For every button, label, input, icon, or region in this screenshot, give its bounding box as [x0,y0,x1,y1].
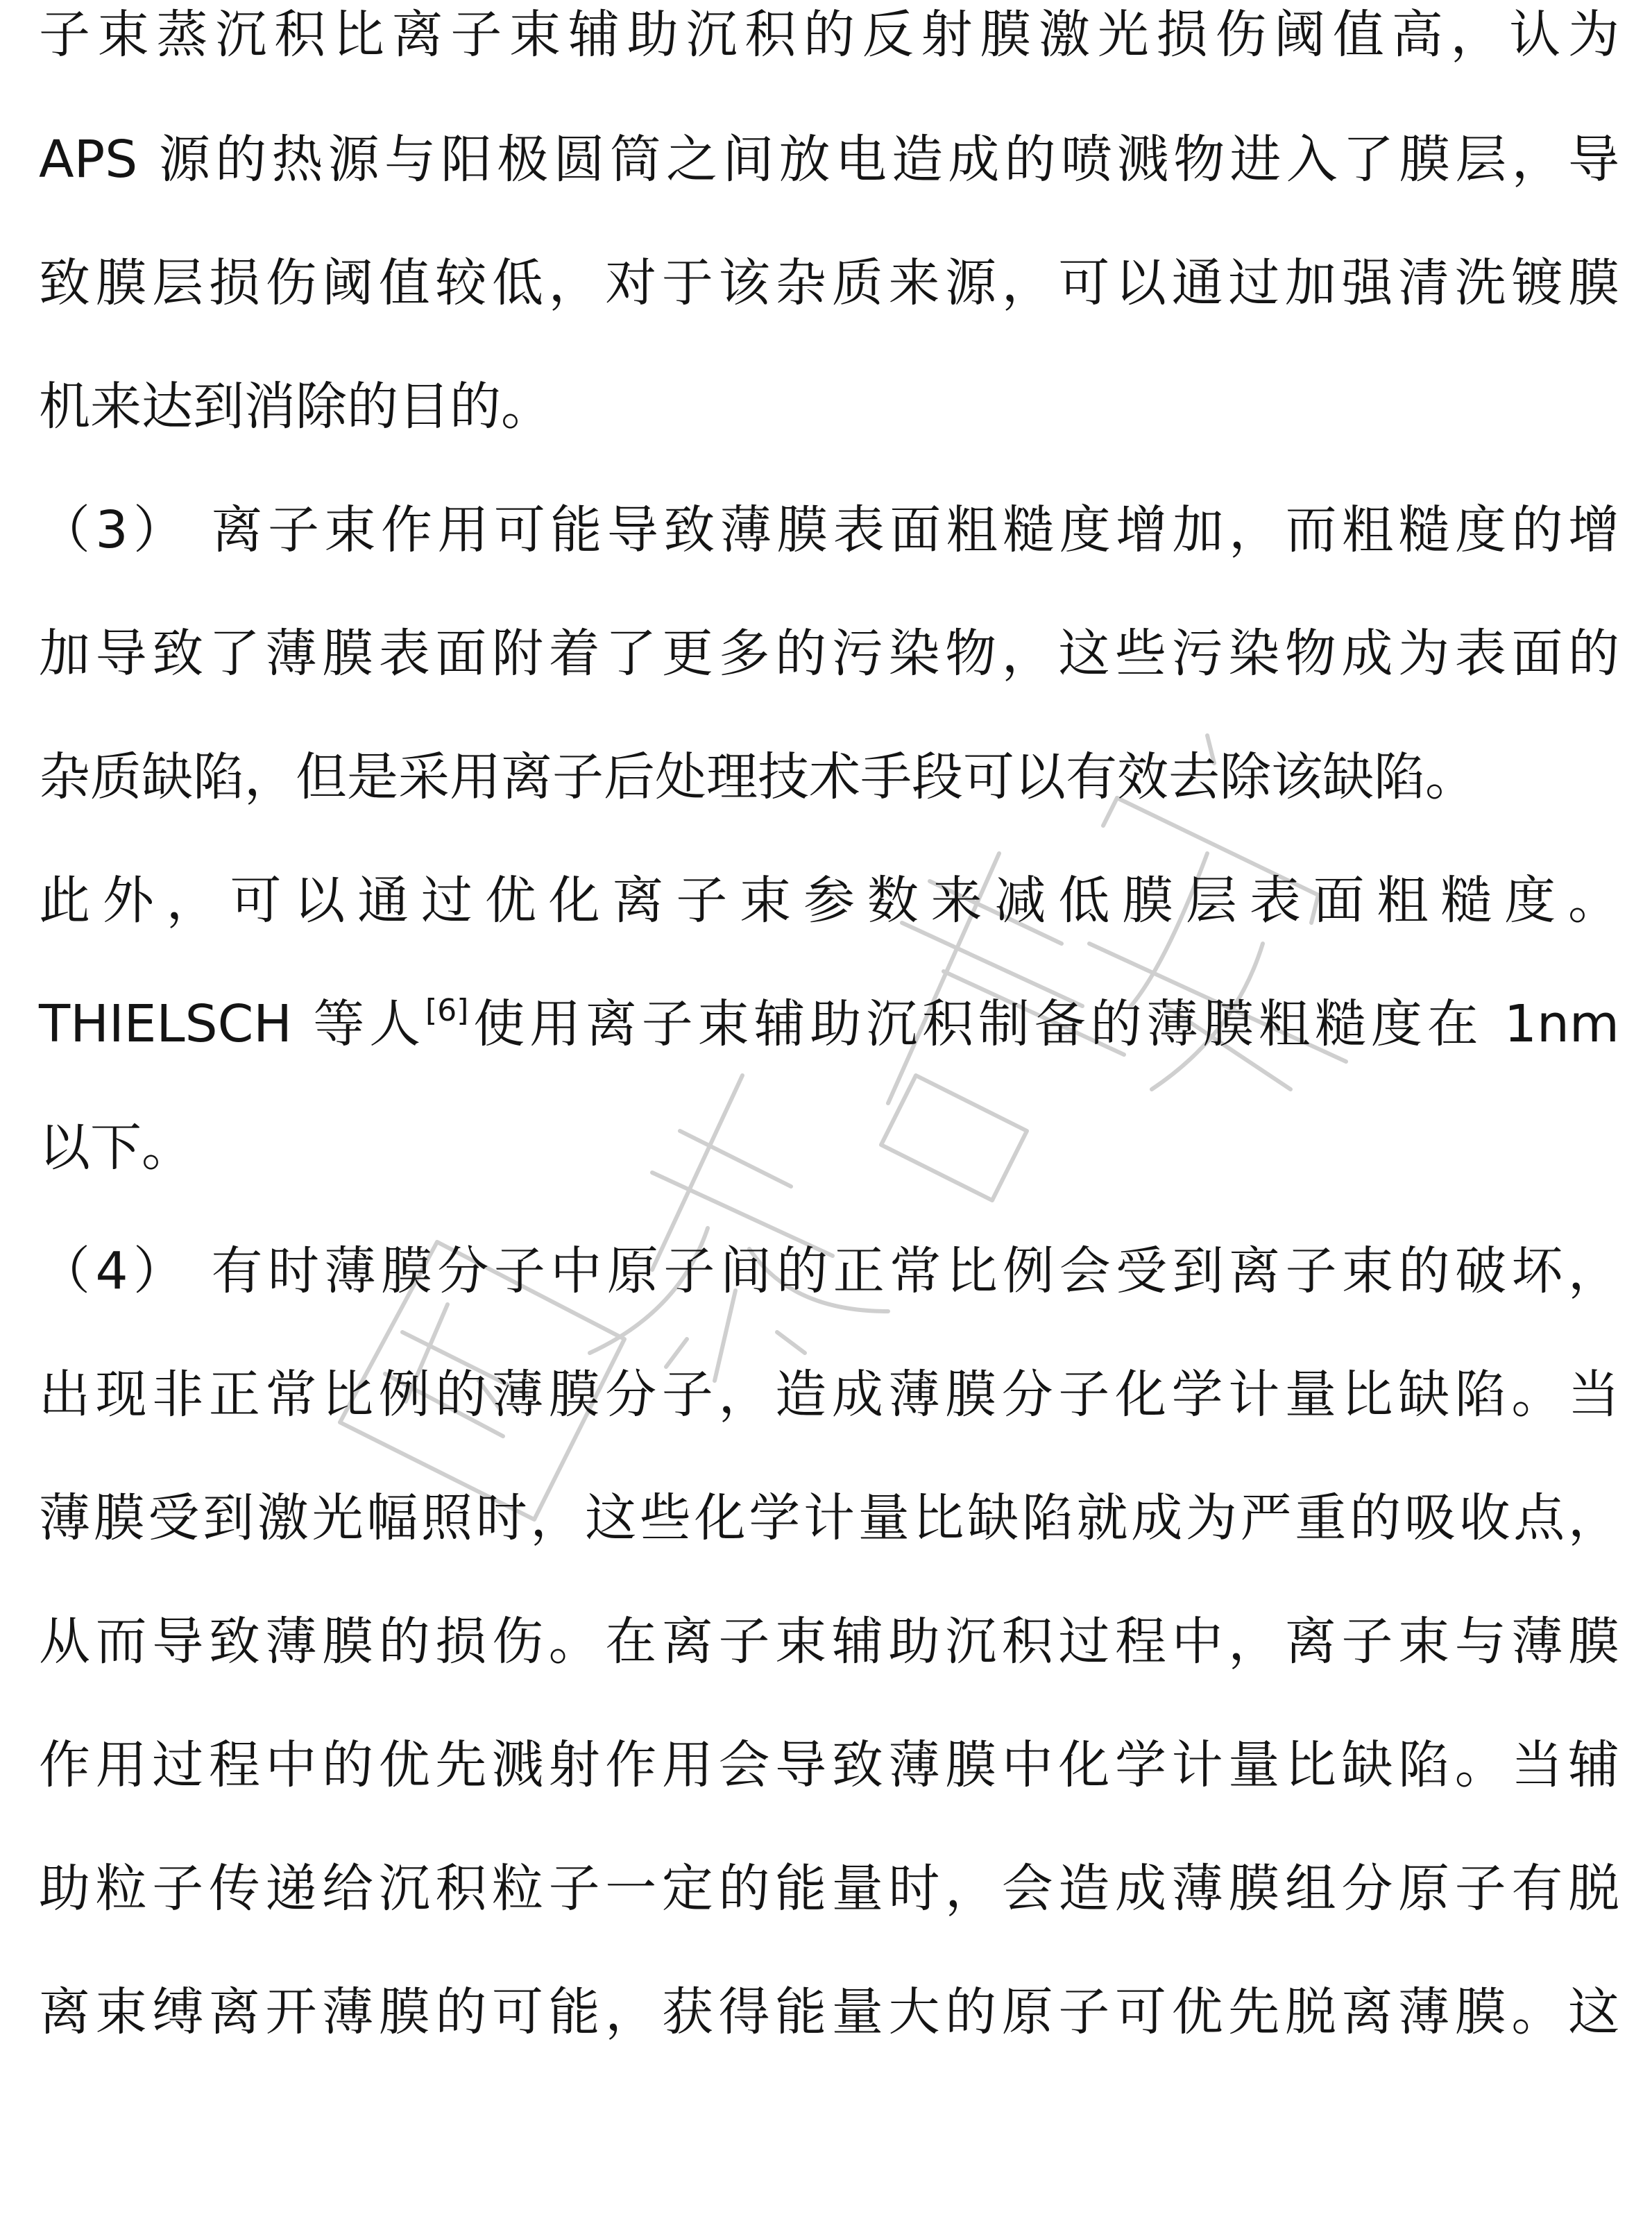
citation-ref: [6] [425,993,469,1028]
text-after-citation: 使用离子束辅助沉积制备的薄膜粗糙度在 1nm [468,994,1619,1054]
text-line-9 [39,989,1619,1059]
text-line-7: 杂质缺陷，但是采用离子后处理技术手段可以有效去除该缺陷。 [39,747,1476,807]
text-line-5: （3） 离子束作用可能导致薄膜表面粗糙度增加，而粗糙度的增 [39,500,1619,560]
text-line-15: 作用过程中的优先溅射作用会导致薄膜中化学计量比缺陷。当辅 [39,1735,1619,1795]
text-line-16: 助粒子传递给沉积粒子一定的能量时，会造成薄膜组分原子有脱 [39,1859,1619,1918]
text-line-13: 薄膜受到激光幅照时，这些化学计量比缺陷就成为严重的吸收点， [39,1488,1619,1548]
text-line-14: 从而导致薄膜的损伤。在离子束辅助沉积过程中，离子束与薄膜 [39,1612,1619,1671]
text-line-11: （4） 有时薄膜分子中原子间的正常比例会受到离子束的破坏， [39,1241,1619,1301]
text-line-6: 加导致了薄膜表面附着了更多的污染物，这些污染物成为表面的 [39,624,1619,683]
text-before-citation: THIELSCH 等人 [39,994,426,1054]
text-line-1: 子束蒸沉积比离子束辅助沉积的反射膜激光损伤阈值高，认为 [39,5,1619,65]
text-line-3: 致膜层损伤阈值较低，对于该杂质来源，可以通过加强清洗镀膜 [39,253,1619,313]
text-line-17: 离束缚离开薄膜的可能，获得能量大的原子可优先脱离薄膜。这 [39,1982,1619,2042]
text-line-8: 此外，可以通过优化离子束参数来减低膜层表面粗糙度。 [39,871,1619,930]
text-line-4: 机来达到消除的目的。 [39,377,552,436]
text-line-12: 出现非正常比例的薄膜分子，造成薄膜分子化学计量比缺陷。当 [39,1365,1619,1424]
text-line-10: 以下。 [39,1118,193,1177]
text-line-2: APS 源的热源与阳极圆筒之间放电造成的喷溅物进入了膜层，导 [39,130,1619,189]
